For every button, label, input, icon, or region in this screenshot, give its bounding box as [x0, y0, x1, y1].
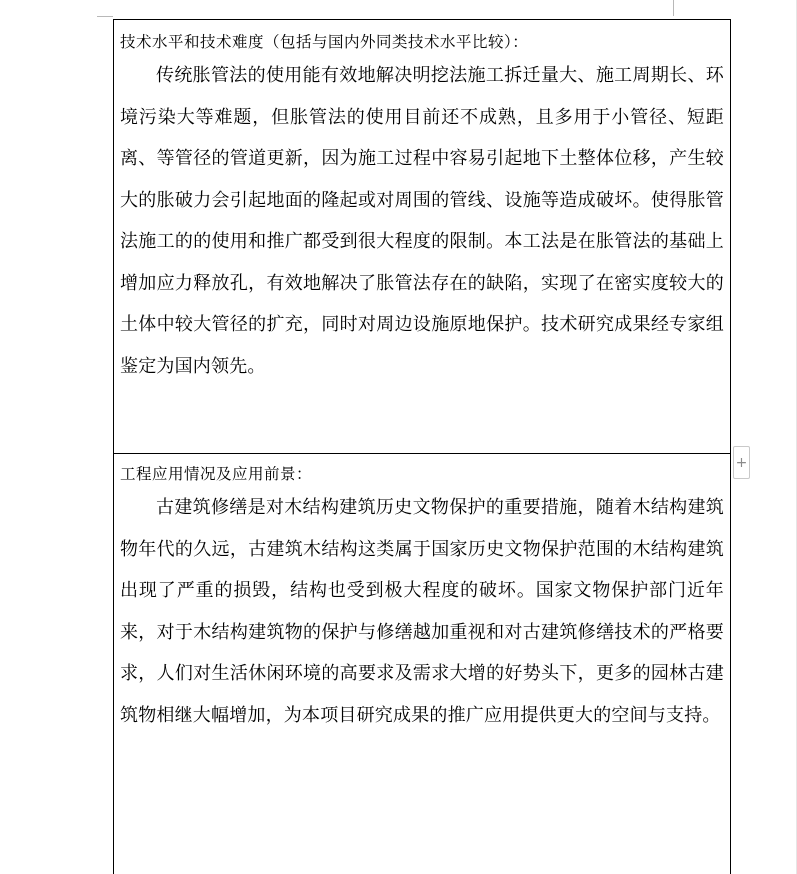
section-heading: 技术水平和技术难度（包括与国内外同类技术水平比较）：: [120, 33, 529, 51]
content-table: [113, 19, 731, 874]
margin-guide-vertical: [673, 0, 674, 16]
margin-guide-horizontal: [97, 16, 113, 17]
table-cell-application[interactable]: [114, 454, 730, 874]
section-heading: 工程应用情况及应用前景：: [120, 465, 313, 483]
section-paragraph: 古建筑修缮是对木结构建筑历史文物保护的重要措施，随着木结构建筑物年代的久远，古建筑木结构这类属于国家历史文物保护范围的木结构建筑出现了严重的损毁，结构也受到极大程度的破坏。国家文物保护部门近年来，对于木结构建筑物的保护与修缮越加重视和对古建筑修缮技术的严格要求，人们对生活休闲环境的高要求及需求大增的好势头下，更多的园林古建筑物相继大幅增加，为本项目研究成果的推广应用提供更大的空间与支持。: [120, 497, 724, 726]
add-row-button[interactable]: [733, 446, 750, 479]
plus-icon: +: [735, 454, 748, 471]
table-cell-technical-level[interactable]: [114, 20, 730, 454]
section-paragraph: 传统胀管法的使用能有效地解决明挖法施工拆迁量大、施工周期长、环境污染大等难题，但胀管法的使用目前还不成熟，且多用于小管径、短距离、等管径的管道更新，因为施工过程中容易引起地下土整体位移，产生较大的胀破力会引起地面的隆起或对周围的管线、设施等造成破坏。使得胀管法施工的的使用和推广都受到很大程度的限制。本工法是在胀管法的基础上增加应力释放孔，有效地解决了胀管法存在的缺陷，实现了在密实度较大的土体中较大管径的扩充，同时对周边设施原地保护。技术研究成果经专家组鉴定为国内领先。: [120, 65, 724, 377]
